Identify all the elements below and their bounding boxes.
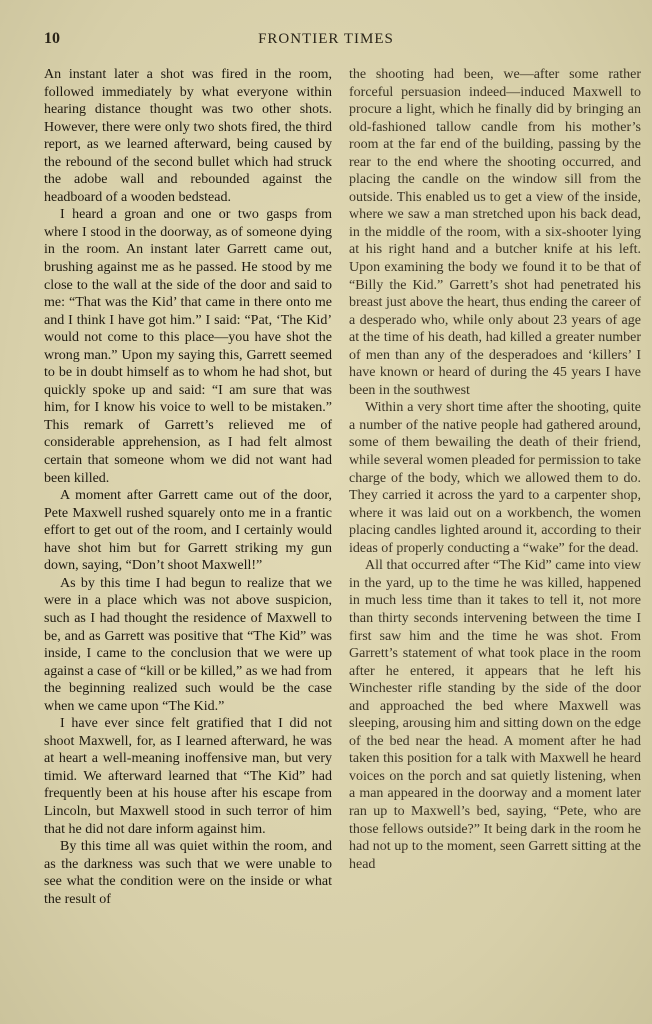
running-title: FRONTIER TIMES — [258, 31, 394, 47]
left-column — [44, 66, 332, 908]
paragraph: I have ever since felt gratified that I did not shoot Maxwell, for, as I learned afterward, he was at heart a well-meaning inoffensive man, but very timid. We afterward learned that “The Kid” had frequently been at his house after his escape from Lincoln, but Maxwell stood in such terror of him that he did not dare inform against him. — [44, 716, 332, 837]
page-number: 10 — [44, 30, 60, 47]
paragraph: By this time all was quiet within the room, and as the darkness was such that we were unable to see what the condition were on the inside or what the result of — [44, 839, 332, 907]
paragraph: As by this time I had begun to realize that we were in a place which was not above suspicion, such as I had thought the residence of Maxwell to be, and as Garrett was positive that “The Kid” was inside, I came to the conclusion that we were up against a case of “kill or be killed,” as we had from the beginning realized such would be the case when we came upon “The Kid.” — [44, 575, 332, 714]
paragraph: Within a very short time after the shooting, quite a number of the native people had gathered around, some of them bewailing the death of their friend, while several women pleaded for permission to take charge of the body, which we allowed them to do. They carried it across the yard to a carpenter shop, where it was laid out on a workbench, the women placing candles lighted around it, according to their ideas of properly conducting a “wake” for the dead. — [349, 400, 641, 556]
paragraph: the shooting had been, we—after some rather forceful persuasion indeed—induced Maxwell to procure a light, which he finally did by bringing an old-fashioned tallow candle from his mother’s room at the far end of the building, passing by the rear to the end where the shooting occurred, and placing the candle on the window sill from the outside. This enabled us to get a view of the inside, where we saw a man stretched upon his back dead, in the middle of the room, with a six-shooter lying at his right hand and a butcher knife at his left. Upon examining the body we found it to be that of “Billy the Kid.” Garrett’s shot had penetrated his breast just above the heart, thus ending the career of a desperado who, while only about 23 years of age at the time of his death, had killed a greater number of men than any of the desperadoes and ‘killers’ I have known or heard of during the 45 years I have been in the southwest — [349, 67, 641, 398]
paragraph: I heard a groan and one or two gasps from where I stood in the doorway, as of someone dying in the room. An instant later Garrett came out, brushing against me as he passed. He stood by me close to the wall at the side of the door and said to me: “That was the Kid’ that came in there onto me and I think I have got him.” I said: “Pat, ‘The Kid’ would not come to this place—you have shot the wrong man.” Upon my saying this, Garrett seemed to be in doubt himself as to whom he had shot, but quickly spoke up and said: “I am sure that was him, for I know his voice to well to be mistaken.” This remark of Garrett’s relieved me of considerable apprehension, as I had felt almost certain that someone whom we did not want had been killed. — [44, 207, 332, 486]
page-header — [0, 30, 652, 52]
right-column — [349, 66, 641, 873]
paragraph: An instant later a shot was fired in the room, followed immediately by what everyone within hearing distance thought was two other shots. However, there were only two shots fired, the third report, as we learned afterward, being caused by the rebound of the second bullet which had struck the adobe wall and rebounded against the headboard of a wooden bedstead. — [44, 67, 332, 205]
paragraph: All that occurred after “The Kid” came into view in the yard, up to the time he was killed, happened in much less time than it takes to tell it, not more than thirty seconds intervening between the time I first saw him and the time he was shot. From Garrett’s statement of what took place in the room after he entered, it appears that he left his Winchester rifle standing by the side of the door and approached the bed where Maxwell was sleeping, arousing him and sitting down on the edge of the bed near the head. A moment after he had taken this position for a talk with Maxwell he heard voices on the porch and sat quietly listening, when a man appeared in the doorway and a moment later ran up to Maxwell’s bed, saying, “Pete, who are those fellows outside?” It being dark in the room he had not up to the moment, seen Garrett sitting at the head — [349, 558, 642, 872]
paragraph: A moment after Garrett came out of the door, Pete Maxwell rushed squarely onto me in a frantic effort to get out of the room, and I certainly would have shot him but for Garrett striking my gun down, saying, “Don’t shoot Maxwell!” — [44, 488, 332, 574]
